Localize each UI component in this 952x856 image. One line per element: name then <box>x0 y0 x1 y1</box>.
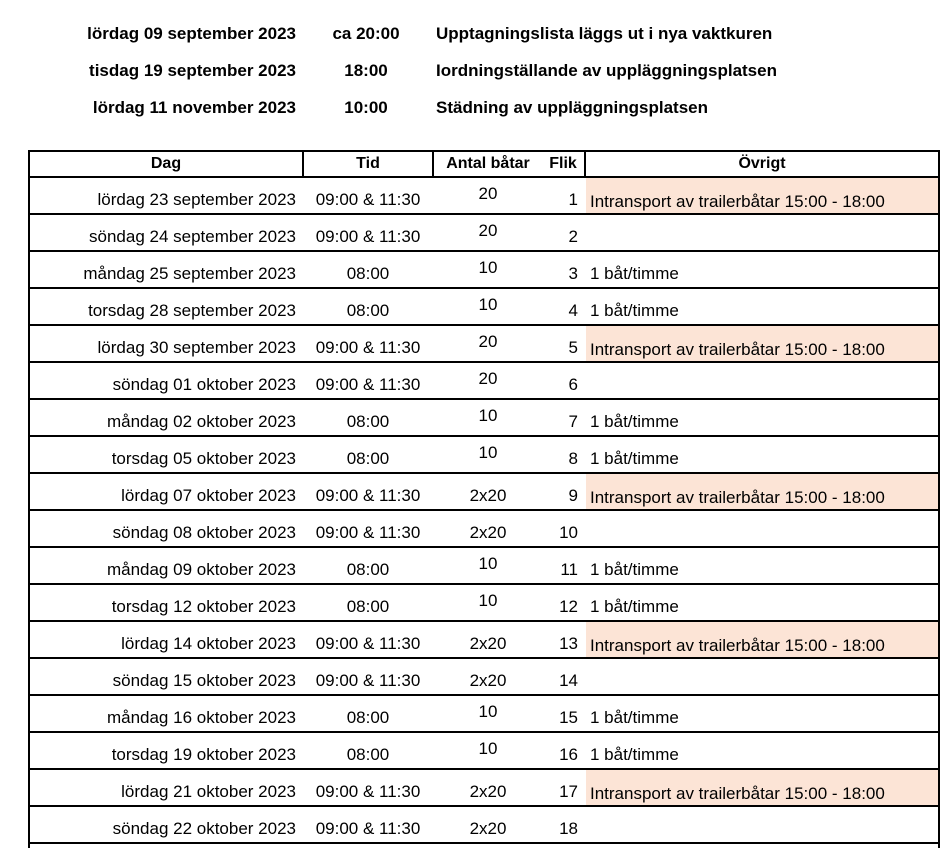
cell-tid: 09:00 & 11:30 <box>315 671 421 690</box>
cell-ovrigt: 1 båt/timme <box>590 745 679 764</box>
cell-dag: söndag 01 oktober 2023 <box>112 375 296 394</box>
cell-tid: 09:00 & 11:30 <box>315 486 421 505</box>
cell-dag: lördag 21 oktober 2023 <box>121 782 296 801</box>
cell-tid: 09:00 & 11:30 <box>315 634 421 653</box>
event-row <box>0 59 952 83</box>
cell-ovrigt: 1 båt/timme <box>590 264 679 283</box>
cell-antal-batar: 2x20 <box>469 486 507 505</box>
table-row <box>30 622 938 659</box>
table-body <box>30 178 938 844</box>
cell-dag: söndag 15 oktober 2023 <box>112 671 296 690</box>
cell-dag: lördag 14 oktober 2023 <box>121 634 296 653</box>
cell-dag: lördag 23 september 2023 <box>97 190 296 209</box>
cell-ovrigt: Intransport av trailerbåtar 15:00 - 18:00 <box>586 326 938 361</box>
cell-flik: 4 <box>568 301 578 320</box>
cell-antal-batar: 10 <box>478 554 498 573</box>
cell-tid: 08:00 <box>346 597 390 616</box>
cell-dag: söndag 08 oktober 2023 <box>112 523 296 542</box>
table-row <box>30 659 938 696</box>
cell-antal-batar: 20 <box>478 332 498 351</box>
cell-tid: 09:00 & 11:30 <box>315 782 421 801</box>
cell-dag: måndag 16 oktober 2023 <box>106 708 296 727</box>
cell-dag: söndag 22 oktober 2023 <box>112 819 296 838</box>
cell-tid: 09:00 & 11:30 <box>315 190 421 209</box>
cell-antal-batar: 2x20 <box>469 819 507 838</box>
cell-flik: 16 <box>559 745 578 764</box>
event-description: Städning av uppläggningsplatsen <box>436 98 709 117</box>
cell-ovrigt: 1 båt/timme <box>590 301 679 320</box>
cell-ovrigt: Intransport av trailerbåtar 15:00 - 18:00 <box>586 178 938 213</box>
cell-flik: 6 <box>568 375 578 394</box>
cell-flik: 18 <box>559 819 578 838</box>
cell-ovrigt: 1 båt/timme <box>590 560 679 579</box>
cell-dag: måndag 25 september 2023 <box>83 264 296 283</box>
cell-tid: 08:00 <box>346 264 390 283</box>
cell-tid: 09:00 & 11:30 <box>315 523 421 542</box>
cell-dag: måndag 02 oktober 2023 <box>106 412 296 431</box>
table-row <box>30 252 938 289</box>
cell-antal-batar: 2x20 <box>469 671 507 690</box>
cell-antal-batar: 10 <box>478 406 498 425</box>
cell-tid: 09:00 & 11:30 <box>315 338 421 357</box>
event-date: lördag 11 november 2023 <box>92 98 296 117</box>
cell-flik: 14 <box>559 671 578 690</box>
event-row <box>0 22 952 46</box>
table-row <box>30 770 938 807</box>
cell-ovrigt: 1 båt/timme <box>590 708 679 727</box>
cell-dag: torsdag 28 september 2023 <box>88 301 296 320</box>
table-row <box>30 289 938 326</box>
cell-dag: torsdag 12 oktober 2023 <box>111 597 296 616</box>
cell-dag: lördag 07 oktober 2023 <box>121 486 296 505</box>
cell-tid: 09:00 & 11:30 <box>315 227 421 246</box>
header-antal-batar: Antal båtar <box>446 155 530 172</box>
event-time: ca 20:00 <box>332 24 400 43</box>
event-time: 10:00 <box>344 98 388 117</box>
cell-ovrigt: 1 båt/timme <box>590 449 679 468</box>
table-row <box>30 511 938 548</box>
table-row <box>30 474 938 511</box>
cell-antal-batar: 2x20 <box>469 634 507 653</box>
table-row <box>30 326 938 363</box>
cell-ovrigt: Intransport av trailerbåtar 15:00 - 18:00 <box>586 474 938 509</box>
cell-ovrigt: 1 båt/timme <box>590 597 679 616</box>
cell-flik: 5 <box>568 338 578 357</box>
cell-ovrigt: Intransport av trailerbåtar 15:00 - 18:00 <box>586 622 938 657</box>
cell-antal-batar: 20 <box>478 369 498 388</box>
cell-dag: torsdag 05 oktober 2023 <box>111 449 296 468</box>
cell-flik: 7 <box>568 412 578 431</box>
table-row <box>30 400 938 437</box>
cell-dag: lördag 30 september 2023 <box>97 338 296 357</box>
cell-ovrigt: 1 båt/timme <box>590 412 679 431</box>
cell-tid: 08:00 <box>346 301 390 320</box>
cell-antal-batar: 20 <box>478 184 498 203</box>
table-row <box>30 215 938 252</box>
cell-antal-batar: 10 <box>478 591 498 610</box>
table-row <box>30 363 938 400</box>
header-ovrigt: Övrigt <box>738 155 786 172</box>
cell-flik: 17 <box>559 782 578 801</box>
cell-flik: 3 <box>568 264 578 283</box>
cell-tid: 08:00 <box>346 449 390 468</box>
cell-antal-batar: 10 <box>478 295 498 314</box>
header-dag: Dag <box>30 152 304 176</box>
schedule-table <box>28 150 940 848</box>
cell-flik: 10 <box>559 523 578 542</box>
cell-flik: 13 <box>559 634 578 653</box>
cell-tid: 08:00 <box>346 708 390 727</box>
event-time: 18:00 <box>344 61 388 80</box>
cell-antal-batar: 10 <box>478 739 498 758</box>
table-row <box>30 548 938 585</box>
event-description: Upptagningslista läggs ut i nya vaktkuren <box>436 24 773 43</box>
cell-tid: 09:00 & 11:30 <box>315 375 421 394</box>
cell-tid: 08:00 <box>346 745 390 764</box>
cell-antal-batar: 10 <box>478 258 498 277</box>
table-row <box>30 437 938 474</box>
cell-flik: 2 <box>568 227 578 246</box>
cell-ovrigt: Intransport av trailerbåtar 15:00 - 18:00 <box>586 770 938 805</box>
cell-flik: 8 <box>568 449 578 468</box>
cell-flik: 1 <box>568 190 578 209</box>
header-flik: Flik <box>542 152 586 176</box>
cell-dag: torsdag 19 oktober 2023 <box>111 745 296 764</box>
cell-antal-batar: 2x20 <box>469 782 507 801</box>
cell-antal-batar: 20 <box>478 221 498 240</box>
cell-flik: 15 <box>559 708 578 727</box>
event-row <box>0 96 952 120</box>
cell-tid: 09:00 & 11:30 <box>315 819 421 838</box>
cell-dag: måndag 09 oktober 2023 <box>106 560 296 579</box>
event-description: Iordningställande av uppläggningsplatsen <box>436 61 777 80</box>
table-row <box>30 807 938 844</box>
cell-flik: 9 <box>568 486 578 505</box>
cell-flik: 11 <box>560 560 578 579</box>
event-date: tisdag 19 september 2023 <box>89 61 296 80</box>
table-row <box>30 178 938 215</box>
table-header <box>30 150 938 178</box>
table-row <box>30 585 938 622</box>
table-row <box>30 696 938 733</box>
cell-antal-batar: 10 <box>478 443 498 462</box>
event-date: lördag 09 september 2023 <box>87 24 296 43</box>
cell-tid: 08:00 <box>346 560 390 579</box>
header-tid: Tid <box>304 152 434 176</box>
cell-flik: 12 <box>559 597 578 616</box>
table-row <box>30 733 938 770</box>
cell-antal-batar: 2x20 <box>469 523 507 542</box>
cell-tid: 08:00 <box>346 412 390 431</box>
cell-dag: söndag 24 september 2023 <box>89 227 296 246</box>
cell-antal-batar: 10 <box>478 702 498 721</box>
